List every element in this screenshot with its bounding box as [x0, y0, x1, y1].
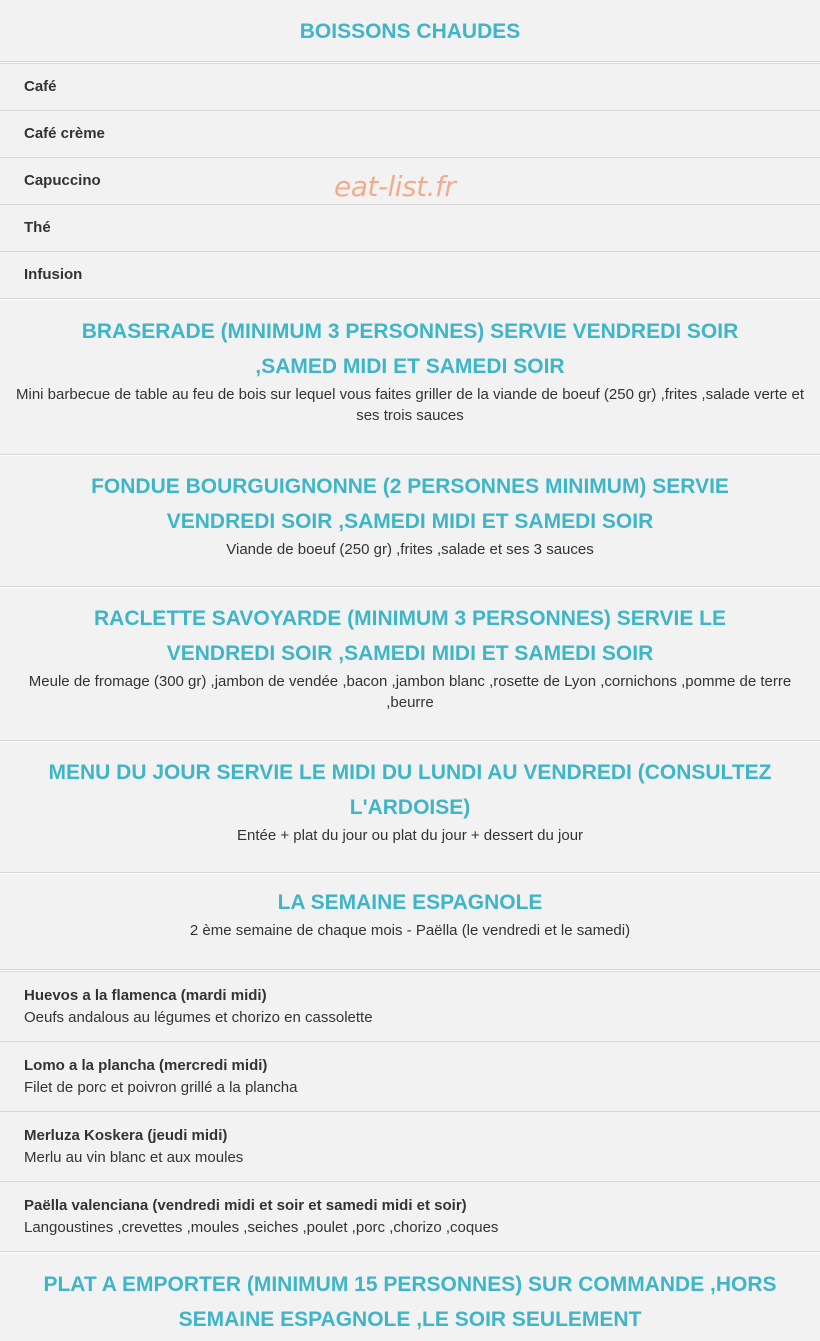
dish-name: Huevos a la flamenca (mardi midi) — [24, 987, 267, 1004]
section-menu-du-jour — [0, 742, 820, 872]
section-title-takeaway: PLAT A EMPORTER (MINIMUM 15 PERSONNES) SUR COMMANDE ,HORS SEMAINE ESPAGNOLE ,LE SOIR SEULEMENT — [43, 1273, 777, 1331]
spanish-week-list — [0, 971, 820, 1251]
list-item — [0, 1111, 820, 1181]
dish-description: Merlu au vin blanc et aux moules — [24, 1149, 244, 1166]
menu-item-capuccino: Capuccino — [0, 157, 820, 204]
menu-item-infusion: Infusion — [0, 251, 820, 298]
section-braserade — [0, 300, 820, 454]
list-item — [0, 1041, 820, 1111]
section-takeaway — [0, 1253, 820, 1337]
dish-name: Merluza Koskera (jeudi midi) — [24, 1127, 228, 1144]
section-raclette — [0, 588, 820, 740]
section-fondue — [0, 456, 820, 586]
dish-description: Oeufs andalous au légumes et chorizo en cassolette — [24, 1009, 373, 1026]
list-item — [0, 971, 820, 1041]
section-title-braserade: BRASERADE (MINIMUM 3 PERSONNES) SERVIE VENDREDI SOIR ,SAMED MIDI ET SAMEDI SOIR — [81, 320, 739, 378]
section-title-menu-du-jour: MENU DU JOUR SERVIE LE MIDI DU LUNDI AU VENDREDI (CONSULTEZ L'ARDOISE) — [48, 761, 772, 819]
section-title-raclette: RACLETTE SAVOYARDE (MINIMUM 3 PERSONNES) SERVIE LE VENDREDI SOIR ,SAMEDI MIDI ET SAMEDI SOIR — [93, 607, 727, 665]
menu-item-the: Thé — [0, 204, 820, 251]
section-description-semaine-espagnole: 2 ème semaine de chaque mois - Paëlla (le vendredi et le samedi) — [189, 922, 631, 939]
section-title-fondue: FONDUE BOURGUIGNONNE (2 PERSONNES MINIMUM) SERVIE VENDREDI SOIR ,SAMEDI MIDI ET SAMEDI SOIR — [91, 475, 729, 533]
dish-name: Lomo a la plancha (mercredi midi) — [24, 1057, 268, 1074]
section-title-semaine-espagnole: LA SEMAINE ESPAGNOLE — [277, 891, 543, 914]
section-semaine-espagnole — [0, 874, 820, 969]
dish-description: Langoustines ,crevettes ,moules ,seiches ,poulet ,porc ,chorizo ,coques — [24, 1219, 499, 1236]
section-description-raclette: Meule de fromage (300 gr) ,jambon de vendée ,bacon ,jambon blanc ,rosette de Lyon ,cornichons ,pomme de terre ,beurre — [28, 673, 792, 711]
list-item — [0, 1181, 820, 1251]
dish-description: Filet de porc et poivron grillé a la plancha — [24, 1079, 298, 1096]
dish-name: Paëlla valenciana (vendredi midi et soir et samedi midi et soir) — [24, 1197, 467, 1214]
watermark: eat-list.fr — [334, 170, 456, 203]
menu-item-cafe-creme: Café crème — [0, 110, 820, 157]
menu-item-cafe: Café — [0, 63, 820, 110]
section-description-braserade: Mini barbecue de table au feu de bois sur lequel vous faites griller de la viande de boeuf (250 gr) ,frites ,salade verte et ses trois sauces — [16, 386, 804, 424]
section-title-hot-drinks: BOISSONS CHAUDES — [299, 20, 521, 43]
section-description-menu-du-jour: Entée + plat du jour ou plat du jour + dessert du jour — [236, 827, 584, 844]
section-description-fondue: Viande de boeuf (250 gr) ,frites ,salade et ses 3 sauces — [226, 541, 594, 558]
